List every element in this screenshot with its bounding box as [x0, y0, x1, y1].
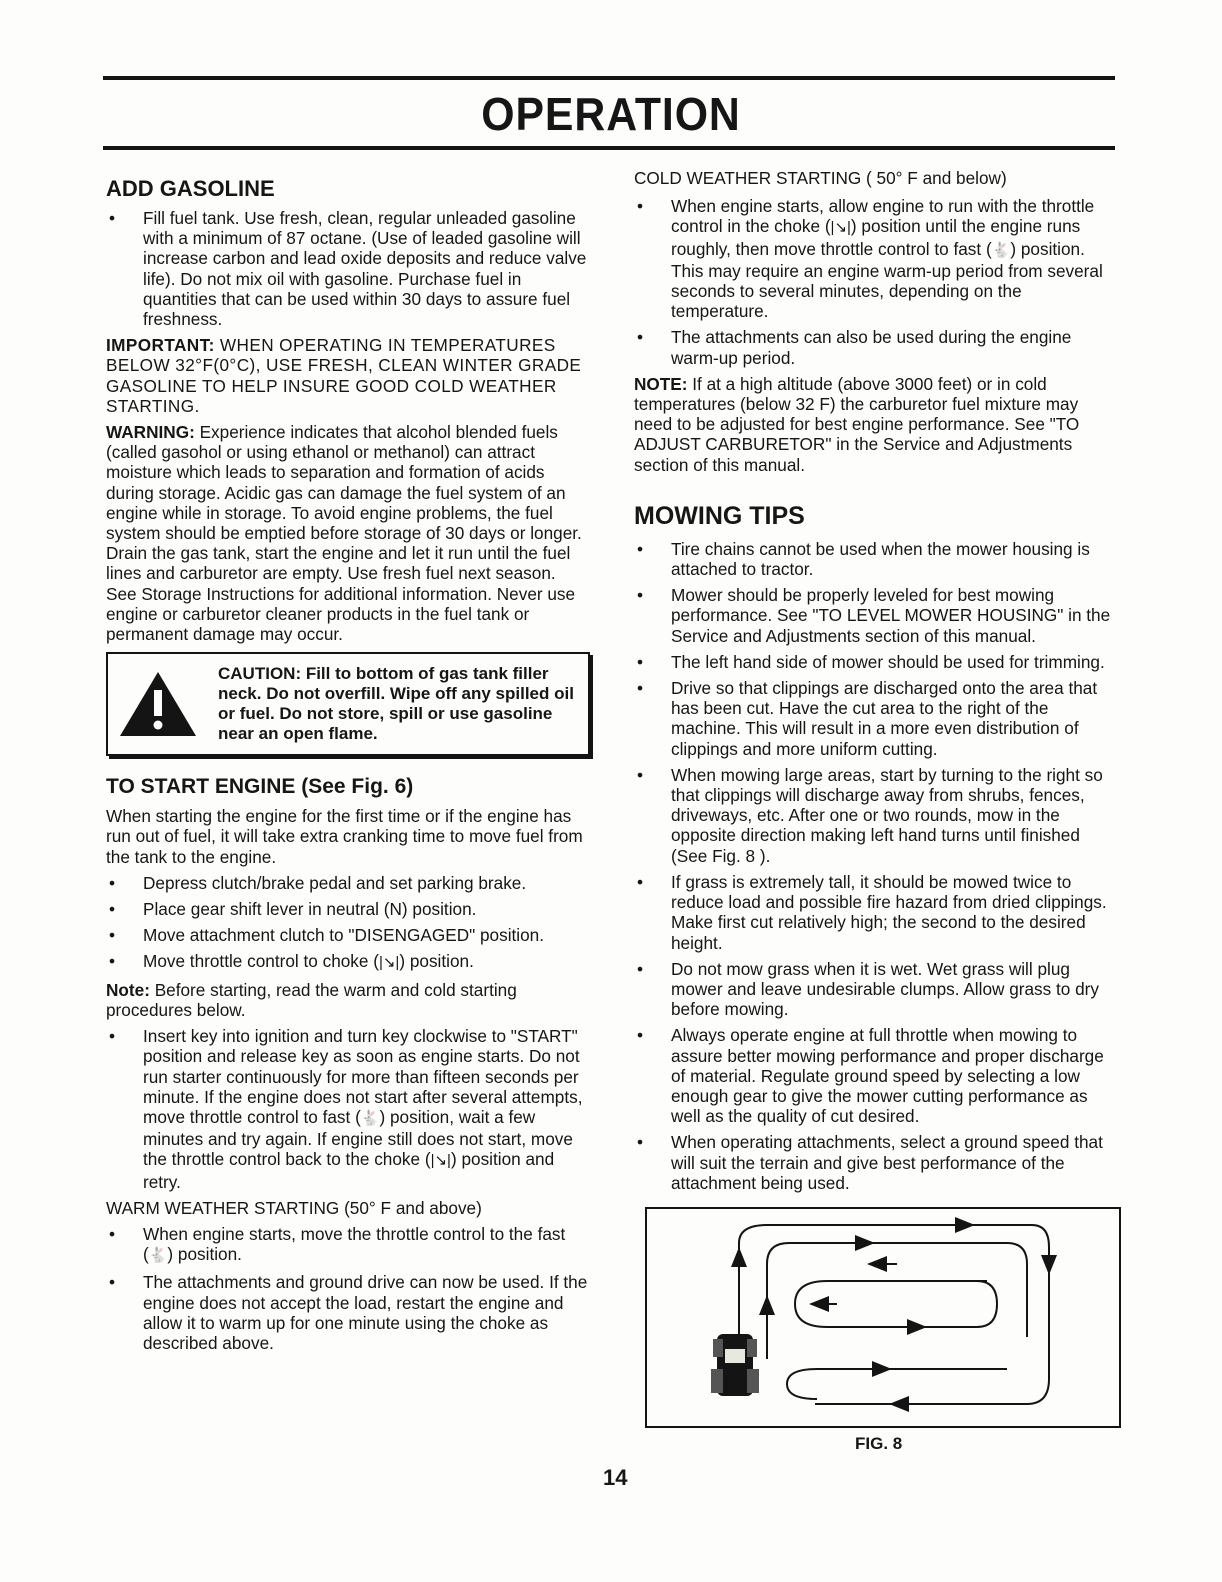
mowing-tips-heading: MOWING TIPS — [634, 501, 805, 530]
list-item: • When mowing large areas, start by turning to the right so that clippings will discharge away from shrubs, fences, driveways, etc. After one or two rounds, mow in the opposite direction making left hand turns until finished (See Fig. 8 ). — [637, 764, 1103, 866]
list-item-text: The left hand side of mower should be used for trimming. — [671, 651, 1105, 672]
list-item: • Move attachment clutch to "DISENGAGED" position. — [109, 925, 544, 946]
list-item: • Fill fuel tank. Use fresh, clean, regular unleaded gasoline with a minimum of 87 octane. (Use of leaded gasoline will increase carbon and lead oxide deposits and reduce valve life). Do not mix oil with gasoline. Purchase fuel in quantities that can be used within 30 days to assure fuel freshness. — [109, 208, 587, 330]
start-engine-steps — [106, 873, 590, 974]
list-item: • Depress clutch/brake pedal and set parking brake. — [109, 872, 527, 893]
list-item: • Place gear shift lever in neutral (N) position. — [109, 899, 477, 920]
choke-icon: |↘| — [378, 954, 400, 972]
list-item-text: When engine starts, allow engine to run with the throttle control in the choke ( — [671, 196, 1095, 237]
important-paragraph — [106, 335, 590, 416]
list-item-text: Tire chains cannot be used when the mower housing is attached to tractor. — [671, 538, 1090, 580]
list-item-text: ) position. — [167, 1244, 242, 1265]
add-gasoline-list — [106, 208, 590, 329]
list-item: • Insert key into ignition and turn key clockwise to "START" position and release key as soon as engine starts. Do not run starter continuously for more than fifteen seconds per minute. If the engine does not start after several attempts, move throttle control to fast (🐇) position, wait a few minutes and try again. If engine still does not start, move the throttle control back to the choke (|↘|) position and retry. — [109, 1026, 583, 1192]
start-engine-intro: When starting the engine for the first time or if the engine has run out of fuel, it will take extra cranking time to move fuel from the tank to the engine. — [106, 806, 583, 867]
list-item: • The attachments can also be used during the engine warm-up period. — [637, 327, 1072, 368]
page-title: OPERATION — [481, 88, 741, 140]
list-item-text: Move throttle control to choke ( — [143, 951, 379, 972]
top-rule — [103, 76, 1115, 80]
rabbit-fast-icon: 🐇 — [991, 241, 1011, 259]
list-item: • When operating attachments, select a ground speed that will suit the terrain and give best performance of the attachment being used. — [637, 1132, 1103, 1193]
list-item-text: Drive so that clippings are discharged onto the area that has been cut. Have the cut area to the right of the machine. This will result in a more even distribution of clippings and more uniform cutting. — [671, 678, 1098, 759]
list-item: • Drive so that clippings are discharged onto the area that has been cut. Have the cut area to the right of the machine. This will result in a more even distribution of clippings and more uniform cutting. — [637, 678, 1098, 759]
list-item: • Mower should be properly leveled for best mowing performance. See "TO LEVEL MOWER HOUSING" in the Service and Adjustments section of this manual. — [637, 585, 1111, 646]
important-text: WHEN OPERATING IN TEMPERATURES BELOW 32°F(0°C), USE FRESH, CLEAN WINTER GRADE GASOLINE TO HELP INSURE GOOD COLD WEATHER STARTING. — [106, 335, 582, 416]
caution-text: CAUTION: Fill to bottom of gas tank filler neck. Do not overfill. Wipe off any spilled oil or fuel. Do not store, spill or use gasoline near an open flame. — [218, 664, 574, 744]
note-text: If at a high altitude (above 3000 feet) or in cold temperatures (below 32 F) the carburetor fuel mixture may need to be adjusted for best engine performance. See "TO ADJUST CARBURETOR" in the Service and Adjustments section of this manual. — [634, 373, 1080, 475]
list-item-text: Do not mow grass when it is wet. Wet grass will plug mower and leave undesirable clumps. Allow grass to dry before mowing. — [671, 958, 1099, 1020]
list-item-text: Always operate engine at full throttle when mowing to assure better mowing performance and proper discharge of material. Regulate ground speed by selecting a low enough gear to give the mower cutting performance as well as the quality of cut desired. — [671, 1025, 1104, 1127]
list-item: • If grass is extremely tall, it should be mowed twice to reduce load and possible fire hazard from dried clippings. Make first cut relatively high; the second to the desired height. — [637, 871, 1107, 953]
list-item-text: Insert key into ignition and turn key clockwise to "START" position and release key as soon as engine starts. Do not run starter continuously for more than fifteen seconds per minute. If the engine does not start after several attempts, move throttle control to fast ( — [143, 1026, 583, 1127]
list-item-text: ) position until the engine runs roughly, then move throttle control to fast ( — [671, 216, 1081, 259]
rabbit-fast-icon: 🐇 — [148, 1247, 168, 1265]
list-item-text: If grass is extremely tall, it should be mowed twice to reduce load and possible fire hazard from dried clippings. Make first cut relatively high; the second to the desired height. — [671, 871, 1107, 953]
list-item-text: When engine starts, move the throttle control to the fast ( — [143, 1223, 566, 1265]
list-item-text: Mower should be properly leveled for best mowing performance. See "TO LEVEL MOWER HOUSING" in the Service and Adjustments section of this manual. — [671, 585, 1111, 646]
list-item-text: Move attachment clutch to "DISENGAGED" position. — [143, 925, 544, 946]
list-item: • Always operate engine at full throttle when mowing to assure better mowing performance and proper discharge of material. Regulate ground speed by selecting a low enough gear to give the mower cutting performance as well as the quality of cut desired. — [637, 1025, 1104, 1127]
warning-label: WARNING: — [106, 422, 195, 443]
list-item: • Tire chains cannot be used when the mower housing is attached to tractor. — [637, 538, 1090, 580]
page-number: 14 — [603, 1465, 628, 1490]
warm-weather-list — [106, 1224, 590, 1353]
figure-caption: FIG. 8 — [855, 1434, 903, 1453]
list-item: • The attachments and ground drive can now be used. If the engine does not accept the load, restart the engine and allow it to warm up for one minute using the choke as described above. — [109, 1272, 588, 1353]
list-item-text: ) position. This may require an engine warm-up period from several seconds to several minutes, depending on the temperature. — [671, 238, 1103, 322]
list-item: • Do not mow grass when it is wet. Wet grass will plug mower and leave undesirable clumps. Allow grass to dry before mowing. — [637, 958, 1099, 1020]
choke-icon: |↘| — [830, 219, 851, 237]
list-item-text: ) position, wait a few minutes and try again. If engine still does not start, move the throttle control back to the choke ( — [143, 1106, 573, 1170]
list-item-text: The attachments and ground drive can now be used. If the engine does not accept the load, restart the engine and allow it to warm up for one minute using the choke as described above. — [143, 1272, 588, 1353]
warm-weather-heading: WARM WEATHER STARTING (50° F and above) — [106, 1197, 482, 1218]
start-engine-heading: TO START ENGINE (See Fig. 6) — [106, 775, 414, 799]
mowing-tips-list — [634, 539, 1120, 1193]
add-gasoline-heading: ADD GASOLINE — [106, 176, 275, 201]
note-paragraph — [106, 980, 590, 1020]
tractor-icon — [711, 1334, 759, 1396]
mowing-path-diagram — [647, 1209, 1119, 1426]
list-item-text: ) position. — [399, 951, 474, 972]
list-item-text: ) position and retry. — [143, 1149, 555, 1192]
mowing-pattern-figure — [645, 1207, 1121, 1428]
warning-text: Experience indicates that alcohol blended fuels (called gasohol or using ethanol or methanol) can attract moisture which leads to separation and formation of acids during storage. Acidic gas can damage the fuel system of an engine while in storage. To avoid engine problems, the fuel system should be emptied before storage of 30 days or longer. Drain the gas tank, start the engine and let it run until the fuel lines and carburetor are empty. Use fresh fuel next season. See Storage Instructions for additional information. Never use engine or carburetor cleaner products in the fuel tank or permanent damage may occur. — [106, 422, 582, 645]
warning-paragraph — [106, 422, 590, 644]
title-rule — [103, 146, 1115, 150]
cold-weather-list — [634, 196, 1120, 368]
choke-icon: |↘| — [430, 1152, 451, 1170]
note-label: NOTE: — [634, 373, 688, 394]
list-item-text: The attachments can also be used during the engine warm-up period. — [671, 327, 1072, 368]
note-label: Note: — [106, 979, 150, 1000]
altitude-note — [634, 374, 1120, 475]
list-item-text: When operating attachments, select a ground speed that will suit the terrain and give best performance of the attachment being used. — [671, 1132, 1103, 1193]
caution-box — [106, 652, 590, 756]
note-text: Before starting, read the warm and cold starting procedures below. — [106, 979, 517, 1020]
list-item: • Move throttle control to choke (|↘|) position. — [109, 951, 474, 972]
list-item-text: When mowing large areas, start by turning to the right so that clippings will discharge away from shrubs, fences, driveways, etc. After one or two rounds, mow in the opposite direction making left hand turns until finished (See Fig. 8 ). — [671, 764, 1103, 866]
cold-weather-heading: COLD WEATHER STARTING ( 50° F and below) — [634, 168, 1007, 188]
list-item-text: Depress clutch/brake pedal and set parking brake. — [143, 872, 527, 893]
important-label: IMPORTANT: — [106, 335, 215, 356]
ignition-list — [106, 1026, 590, 1192]
left-column — [106, 168, 590, 1359]
right-column — [634, 168, 1120, 1199]
list-item-text: Place gear shift lever in neutral (N) position. — [143, 899, 477, 920]
list-item: • When engine starts, allow engine to run with the throttle control in the choke (|↘|) position until the engine runs roughly, then move throttle control to fast (🐇) position. This may require an engine warm-up period from several seconds to several minutes, depending on the temperature. — [637, 196, 1103, 322]
list-item: • When engine starts, move the throttle control to the fast (🐇) position. — [109, 1223, 566, 1265]
list-item: • The left hand side of mower should be used for trimming. — [637, 651, 1105, 672]
rabbit-fast-icon: 🐇 — [360, 1109, 380, 1127]
list-item-text: Fill fuel tank. Use fresh, clean, regular unleaded gasoline with a minimum of 87 octane. (Use of leaded gasoline will increase carbon and lead oxide deposits and reduce valve life). Do not mix oil with gasoline. Purchase fuel in quantities that can be used within 30 days to assure fuel freshness. — [143, 208, 587, 330]
warning-triangle-icon — [118, 670, 198, 738]
